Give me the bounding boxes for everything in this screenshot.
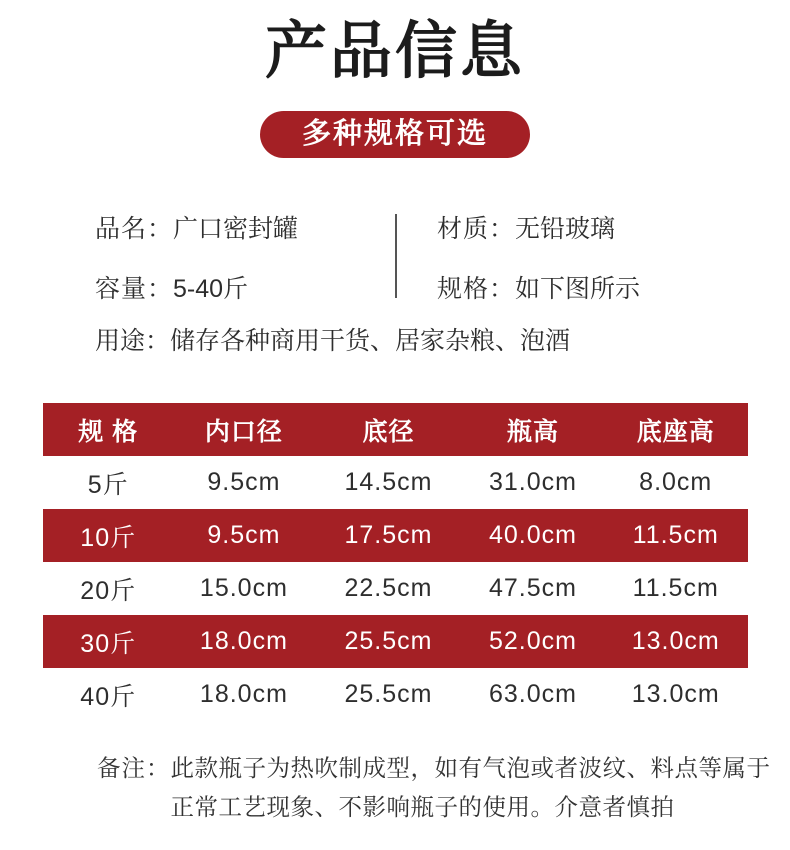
spec-cell: 8.0cm [639,468,713,496]
details-left-column [95,214,383,334]
table-row [43,509,748,562]
spec-cell: 13.0cm [631,627,720,655]
spec-cell: 30斤 [80,629,137,658]
spec-cell: 15.0cm [199,574,288,602]
spec-cell: 52.0cm [488,627,577,655]
detail-value: 如下图所示 [515,275,641,303]
detail-value: 储存各种商用干货、居家杂粮、泡酒 [170,327,571,355]
spec-cell: 9.5cm [207,468,281,496]
spec-cell: 14.5cm [344,468,433,496]
column-header-base-height: 底座高 [636,417,715,446]
detail-label: 规格： [437,275,516,303]
spec-cell: 17.5cm [344,521,433,549]
detail-value: 广口密封罐 [173,215,299,243]
remark-label: 备注： [97,755,171,781]
table-row [43,456,748,509]
column-header-base-diameter: 底径 [362,417,415,446]
spec-cell: 9.5cm [207,521,281,549]
column-header-spec: 规 格 [78,417,139,446]
detail-label: 品名： [95,215,174,243]
spec-cell: 25.5cm [344,680,433,708]
column-header-bottle-height: 瓶高 [506,417,559,446]
spec-cell: 22.5cm [344,574,433,602]
remark-line-1: 此款瓶子为热吹制成型，如有气泡或者波纹、料点等属于 [170,755,771,781]
spec-cell: 40斤 [80,682,137,711]
detail-material [437,214,640,244]
detail-usage [95,326,790,356]
spec-cell: 31.0cm [488,468,577,496]
table-row [43,668,748,721]
page-title: 产品信息 [264,17,525,86]
detail-product-name [95,214,383,244]
spec-cell: 18.0cm [199,680,288,708]
spec-cell: 25.5cm [344,627,433,655]
remark-text [171,749,771,827]
spec-cell: 13.0cm [631,680,720,708]
remark-note [97,749,790,827]
spec-cell: 11.5cm [632,521,719,549]
table-header-row [43,403,748,456]
spec-badge: 多种规格可选 [260,111,530,158]
spec-cell: 18.0cm [199,627,288,655]
column-header-inner-diameter: 内口径 [204,417,283,446]
detail-spec [437,274,640,304]
spec-cell: 20斤 [80,576,137,605]
spec-cell: 47.5cm [488,574,577,602]
spec-cell: 63.0cm [488,680,577,708]
detail-value: 无铅玻璃 [515,215,616,243]
detail-capacity [95,274,383,304]
detail-label: 用途： [95,327,171,355]
spec-table [43,403,748,721]
product-details [95,214,790,356]
detail-label: 容量： [95,275,174,303]
vertical-divider [395,214,397,298]
remark-line-2: 正常工艺现象、不影响瓶子的使用。介意者慎拍 [170,794,675,820]
spec-cell: 11.5cm [632,574,719,602]
badge-container [0,111,790,158]
details-right-column [437,214,640,334]
table-row [43,562,748,615]
spec-cell: 40.0cm [488,521,577,549]
spec-cell: 5斤 [87,470,129,499]
spec-cell: 10斤 [80,523,137,552]
table-row [43,615,748,668]
details-grid [95,214,790,334]
detail-value: 5-40斤 [173,275,249,303]
detail-label: 材质： [437,215,516,243]
